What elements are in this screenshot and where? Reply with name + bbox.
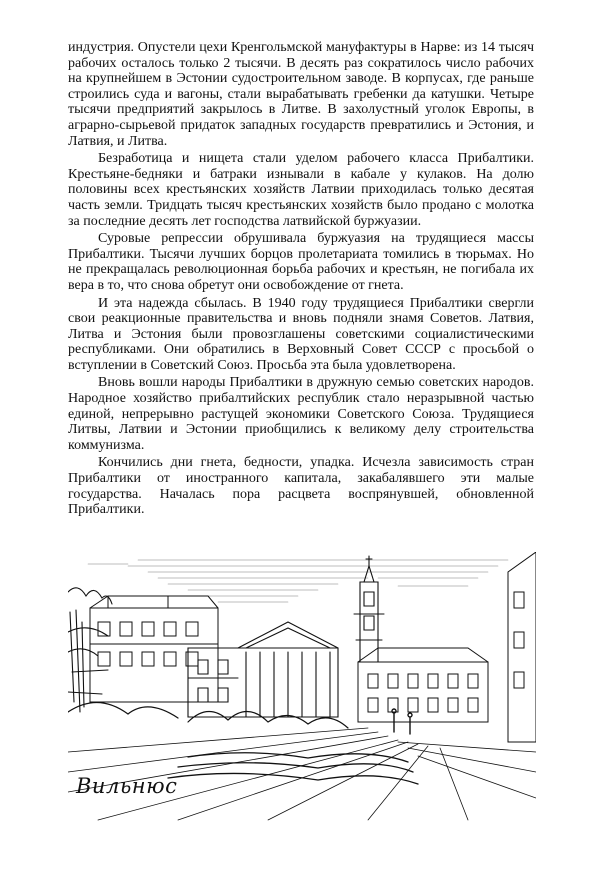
paragraph-2: Безработица и нищета стали уделом рабочего класса Прибалтики. Крестьяне-бедняки и батраки изнывали в кабале у кулаков. На долю половины всех крестьянских хозяйств Латвии приходилась только десятая часть земли. Тридцать тысяч крестьянских хозяйств было продано с молотка за последние десять лет господства латвийской буржуазии. (68, 151, 534, 229)
left-building (90, 596, 218, 702)
illustration-caption: Вильнюс (76, 774, 178, 798)
paragraph-4: И эта надежда сбылась. В 1940 году трудящиеся Прибалтики свергли свои реакционные правительства и вновь подняли знамя Советов. Латвия, Литва и Эстония были провозглашены советскими социалистическими республиками. Они обратились в Верховный Совет СССР с просьбой о вступлении в Советский Союз. Просьба эта была удовлетворена. (68, 295, 534, 373)
paragraph-6: Кончились дни гнета, бедности, упадка. Исчезла зависимость стран Прибалтики от иностранного капитала, закабалявшего эти малые государства. Началась пора расцвета воспрянувшей, обновленной Прибалтики. (68, 455, 534, 518)
paragraph-3: Суровые репрессии обрушивала буржуазия на трудящиеся массы Прибалтики. Тысячи лучших борцов пролетариата томились в тюрьмах. Но не прекращалась революционная борьба рабочих и крестьян, не погибала их вера в то, что снова обретут они освобождение от гнета. (68, 231, 534, 293)
article-text (68, 40, 534, 520)
right-buildings (358, 552, 536, 742)
paragraph-1: индустрия. Опустели цехи Кренгольмской мануфактуры в Нарве: из 14 тысяч рабочих осталось только 2 тысячи. В десять раз сократилось число рабочих на крупнейшем в Эстонии судостроительном заводе. В корпусах, где раньше строились суда и вагоны, стали вырабатывать гребенки да катушки. Четыре тысячи предприятий закрылось в Литве. В захолустный уголок Европы, в аграрно-сырьевой придаток западных государств превратились и Эстония, и Латвия, и Литва. (68, 40, 534, 149)
colonnade-building (188, 622, 338, 717)
street-shrubs (68, 702, 348, 728)
paragraph-5: Вновь вошли народы Прибалтики в дружную семью советских народов. Народное хозяйство прибалтийских республик стало неразрывной частью единой, непрерывно растущей экономики Советского Союза. Трудящиеся Литвы, Латвии и Эстонии приобщились к великому делу строительства коммунизма. (68, 375, 534, 453)
